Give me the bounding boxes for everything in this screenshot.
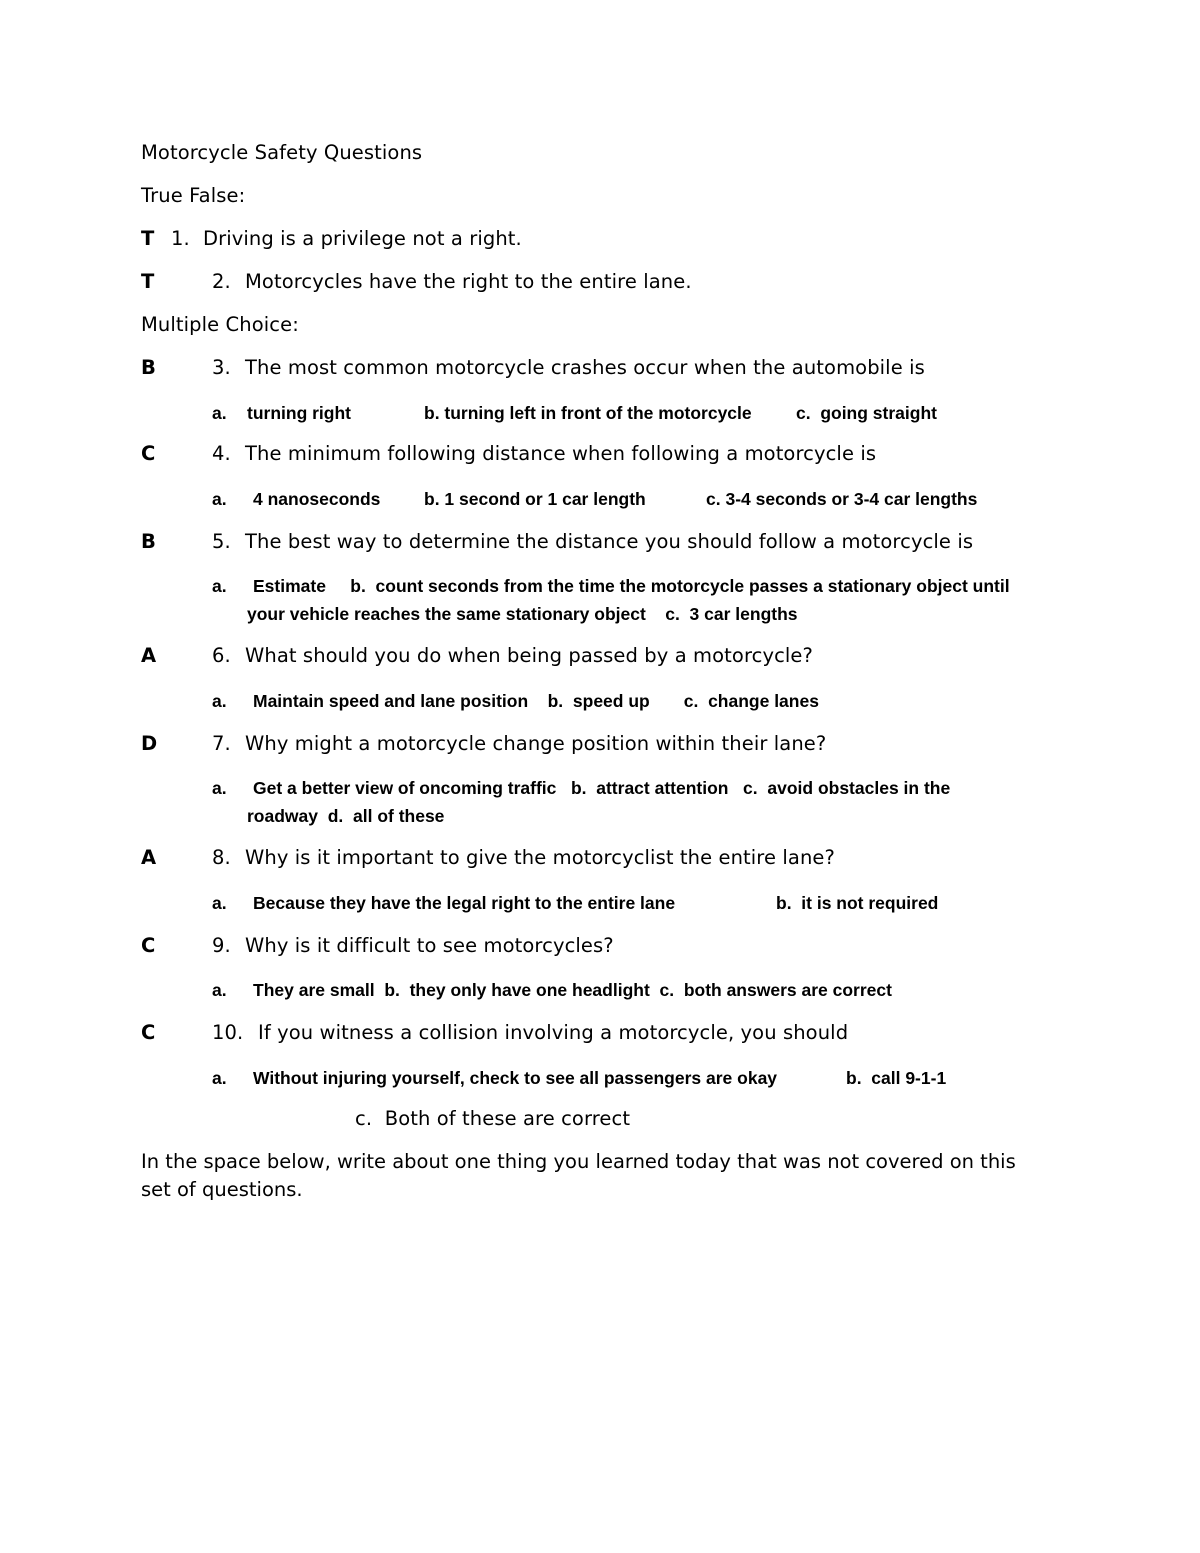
question-text-q7: Why might a motorcycle change position within their lane? bbox=[245, 732, 827, 755]
option-b-q4: b. 1 second or 1 car length bbox=[424, 489, 646, 509]
option-c-q10: c. Both of these are correct bbox=[355, 1107, 631, 1130]
question-number-q4: 4. bbox=[212, 442, 231, 465]
answer-q9: C bbox=[141, 934, 156, 957]
option-c-q3: c. going straight bbox=[796, 403, 937, 423]
page-title: Motorcycle Safety Questions bbox=[141, 141, 423, 164]
answer-q1: T bbox=[141, 227, 155, 250]
options-q9-line1: They are small b. they only have one headlight c. both answers are correct bbox=[253, 980, 892, 1000]
section-true-false: True False: bbox=[141, 184, 246, 207]
option-letter-q3: a. bbox=[212, 403, 227, 423]
option-b-q10: b. call 9-1-1 bbox=[846, 1068, 947, 1088]
closing-prompt: In the space below, write about one thing you learned today that was not covered on this set of questions. bbox=[141, 1150, 1016, 1201]
option-b-q3: b. turning left in front of the motorcycle bbox=[424, 403, 752, 423]
option-letter-q8: a. bbox=[212, 893, 227, 913]
option-a-q3: turning right bbox=[247, 403, 352, 423]
option-letter-q4: a. bbox=[212, 489, 227, 509]
question-number-q3: 3. bbox=[212, 356, 231, 379]
question-number-q10: 10. bbox=[212, 1021, 244, 1044]
answer-q8: A bbox=[141, 846, 157, 869]
option-letter-q6: a. bbox=[212, 691, 227, 711]
question-text-q10: If you witness a collision involving a motorcycle, you should bbox=[258, 1021, 849, 1044]
question-text-q5: The best way to determine the distance you should follow a motorcycle is bbox=[245, 530, 974, 553]
option-a-q8: Because they have the legal right to the entire lane bbox=[253, 893, 676, 913]
answer-q4: C bbox=[141, 442, 156, 465]
answer-q5: B bbox=[141, 530, 156, 553]
options-q6-line1: Maintain speed and lane position b. speed up c. change lanes bbox=[253, 691, 819, 711]
answer-q7: D bbox=[141, 732, 158, 755]
question-text-q8: Why is it important to give the motorcyclist the entire lane? bbox=[245, 846, 835, 869]
question-number-q7: 7. bbox=[212, 732, 231, 755]
answer-q3: B bbox=[141, 356, 156, 379]
options-q5-line2: your vehicle reaches the same stationary object c. 3 car lengths bbox=[247, 604, 798, 624]
question-text-q2: Motorcycles have the right to the entire lane. bbox=[245, 270, 692, 293]
question-text-q9: Why is it difficult to see motorcycles? bbox=[245, 934, 614, 957]
option-b-q8: b. it is not required bbox=[776, 893, 939, 913]
option-letter-q7: a. bbox=[212, 778, 227, 798]
question-number-q5: 5. bbox=[212, 530, 231, 553]
question-number-q2: 2. bbox=[212, 270, 231, 293]
question-number-q8: 8. bbox=[212, 846, 231, 869]
answer-q6: A bbox=[141, 644, 157, 667]
option-letter-q10: a. bbox=[212, 1068, 227, 1088]
question-number-q6: 6. bbox=[212, 644, 231, 667]
options-q7-line2: roadway d. all of these bbox=[247, 806, 445, 826]
options-q7-line1: Get a better view of oncoming traffic b. attract attention c. avoid obstacles in the bbox=[253, 778, 951, 798]
question-text-q4: The minimum following distance when following a motorcycle is bbox=[245, 442, 877, 465]
question-text-q1: Driving is a privilege not a right. bbox=[203, 227, 522, 250]
answer-q2: T bbox=[141, 270, 155, 293]
answer-q10: C bbox=[141, 1021, 156, 1044]
option-letter-q9: a. bbox=[212, 980, 227, 1000]
section-multiple-choice: Multiple Choice: bbox=[141, 313, 299, 336]
option-letter-q5: a. bbox=[212, 576, 227, 596]
question-text-q6: What should you do when being passed by a motorcycle? bbox=[245, 644, 813, 667]
options-q5-line1: Estimate b. count seconds from the time the motorcycle passes a stationary object until bbox=[253, 576, 1010, 596]
question-number-q9: 9. bbox=[212, 934, 231, 957]
question-number-q1: 1. bbox=[171, 227, 190, 250]
option-c-q4: c. 3-4 seconds or 3-4 car lengths bbox=[706, 489, 978, 509]
question-text-q3: The most common motorcycle crashes occur when the automobile is bbox=[245, 356, 925, 379]
option-a-q4: 4 nanoseconds bbox=[253, 489, 381, 509]
option-a-q10: Without injuring yourself, check to see all passengers are okay bbox=[253, 1068, 778, 1088]
